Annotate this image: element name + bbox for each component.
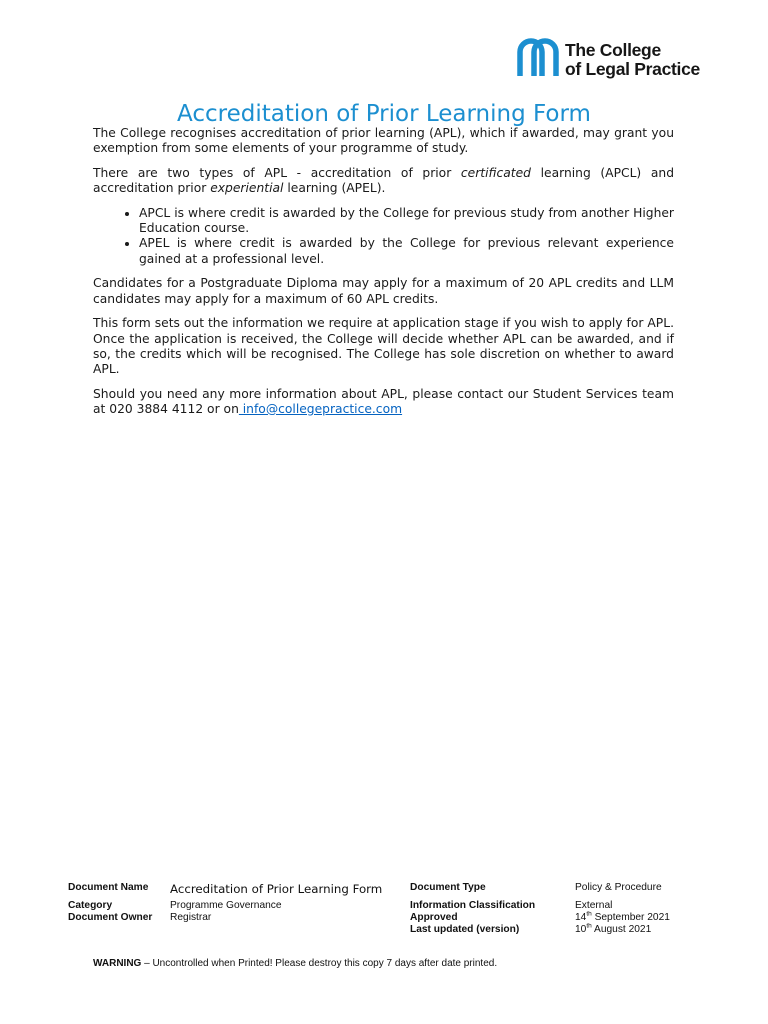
college-logo-icon (517, 38, 559, 80)
logo-line-2: of Legal Practice (565, 59, 700, 79)
form-introduction (93, 126, 674, 427)
doc-type-label: Document Type (410, 882, 486, 893)
college-logo-wordmark (565, 41, 700, 79)
intro-paragraph-apl: The College recognises accreditation of prior learning (APL), which if awarded, may grant you exemption from some elements of your programme of study. (93, 126, 674, 156)
list-item-apel: • APEL is where credit is awarded by the College for previous relevant experience gained at a professional level. (139, 236, 674, 266)
category-value: Programme Governance (170, 900, 282, 911)
college-logo (517, 38, 727, 82)
owner-label: Document Owner (68, 912, 153, 923)
apl-type-list (93, 206, 674, 267)
intro-paragraph-contact: Should you need any more information about APL, please contact our Student Services team at 020 3884 4112 or on info@collegepractice.com (93, 386, 674, 417)
doc-name-value: Accreditation of Prior Learning Form (170, 882, 383, 896)
print-warning: WARNING – Uncontrolled when Printed! Please destroy this copy 7 days after date printed. (93, 958, 498, 969)
approved-value: 14th September 2021 (575, 910, 670, 923)
category-label: Category (68, 900, 113, 911)
contact-email-link[interactable]: info@collegepractice.com (238, 402, 403, 417)
doc-name-label: Document Name (68, 882, 149, 893)
owner-value: Registrar (170, 912, 212, 923)
logo-line-1: The College (565, 40, 661, 60)
approved-label: Approved (410, 912, 458, 923)
updated-value: 10th August 2021 (575, 922, 652, 935)
info-class-label: Information Classification (410, 900, 536, 911)
page-title: Accreditation of Prior Learning Form (177, 101, 591, 128)
intro-paragraph-credits: Candidates for a Postgraduate Diploma may apply for a maximum of 20 APL credits and LLM candidates may apply for a maximum of 60 APL credits. (93, 276, 674, 306)
updated-label: Last updated (version) (410, 924, 520, 935)
list-item-apcl: • APCL is where credit is awarded by the College for previous study from another Higher Education course. (139, 206, 674, 236)
intro-paragraph-process: This form sets out the information we require at application stage if you wish to apply for APL. Once the application is received, the College will decide whether APL can be awarded, and if so, the credits which will be recognised. The College has sole discretion on whether to award APL. (93, 316, 674, 377)
doc-type-value: Policy & Procedure (575, 882, 662, 893)
info-class-value: External (575, 900, 613, 911)
intro-paragraph-types: There are two types of APL - accreditation of prior certificated learning (APCL) and accreditation prior experiential learning (APEL). (93, 166, 674, 196)
